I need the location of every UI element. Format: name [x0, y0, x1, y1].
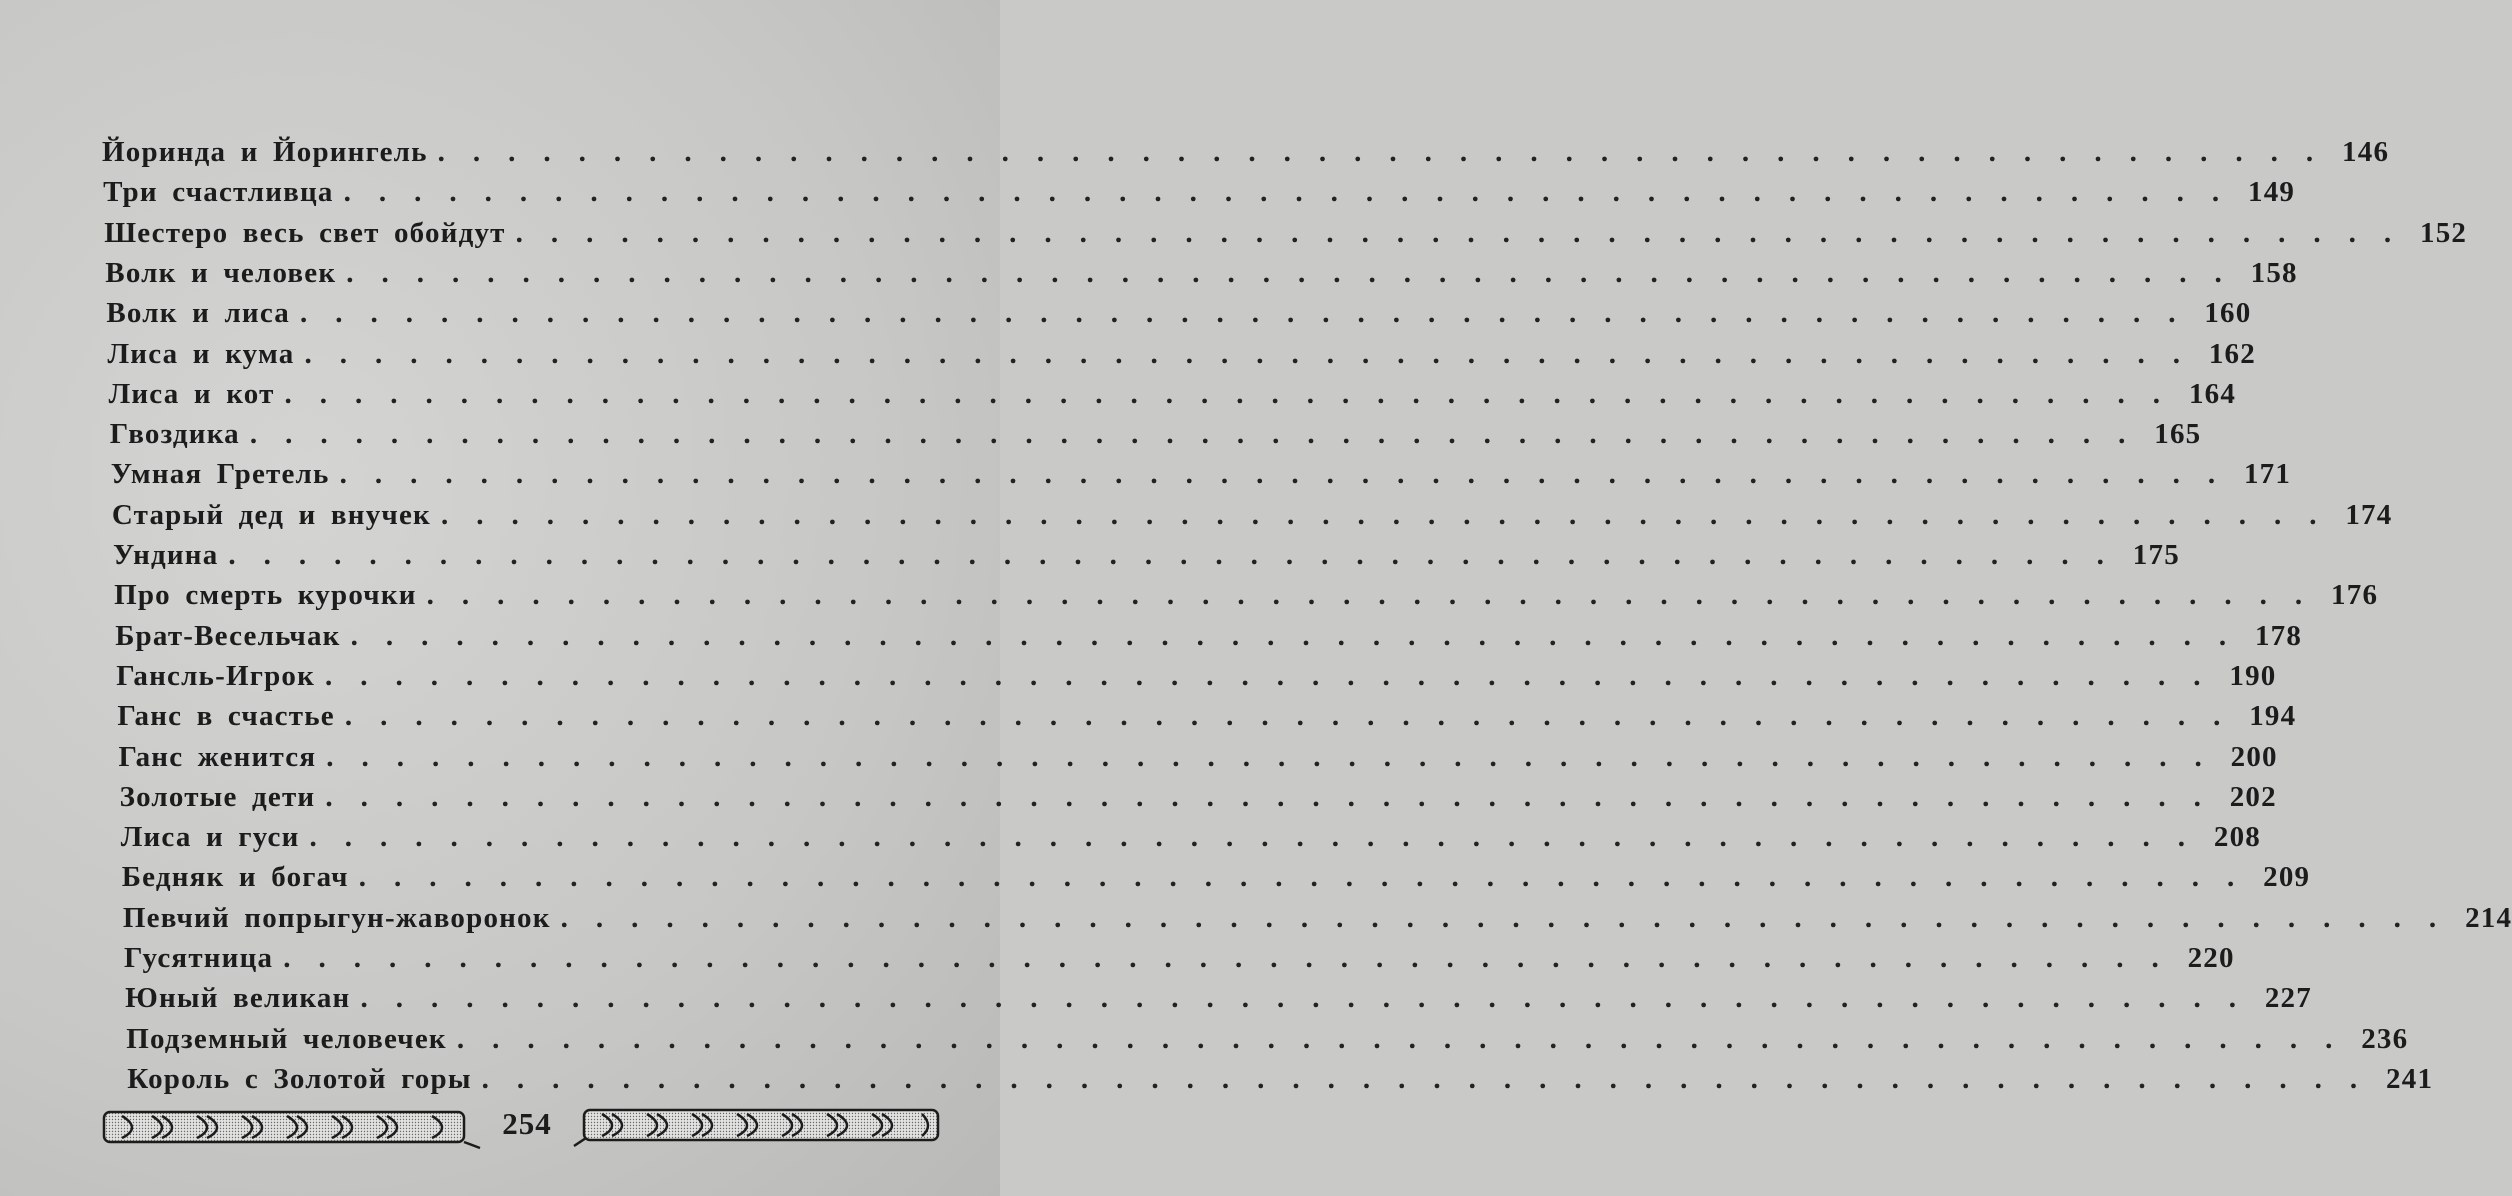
- toc-entry: [115, 619, 2303, 656]
- toc-entry-title: Шестеро весь свет обойдут: [104, 216, 506, 249]
- toc-entry-title: Подземный человечек: [126, 1022, 447, 1055]
- toc-entry-title: Ганс женится: [118, 740, 317, 773]
- toc-leader-dots: ......................................................: [346, 256, 2250, 289]
- toc-entry-page: 190: [2229, 659, 2277, 692]
- toc-entry-page: 202: [2229, 780, 2277, 813]
- toc-entry: [117, 700, 2297, 736]
- toc-entry-page: 214: [2465, 901, 2512, 934]
- braided-ornament-left: [102, 1106, 482, 1150]
- toc-entry-title: Гвоздика: [109, 418, 240, 451]
- toc-entry: [103, 176, 2296, 212]
- toc-leader-dots: ......................................................: [339, 458, 2244, 491]
- toc-entry: [124, 942, 2235, 978]
- toc-entry: [126, 1022, 2409, 1059]
- toc-entry: [121, 861, 2311, 897]
- toc-leader-dots: ......................................................: [228, 539, 2132, 571]
- toc-entry-title: Лиса и кума: [107, 337, 295, 370]
- toc-entry-title: Золотые дети: [119, 780, 316, 813]
- toc-entry-page: 227: [2264, 982, 2312, 1015]
- toc-entry-page: 165: [2154, 418, 2202, 451]
- toc-entry-title: Король с Золотой горы: [127, 1062, 472, 1095]
- toc-leader-dots: ......................................................: [309, 821, 2213, 854]
- toc-entry-page: 175: [2132, 539, 2180, 571]
- toc-entry-title: Лиса и кот: [108, 377, 275, 410]
- toc-leader-dots: ......................................................: [358, 861, 2263, 894]
- toc-entry: [109, 418, 2202, 454]
- toc-leader-dots: ......................................................: [325, 659, 2229, 692]
- toc-entry-title: Юный великан: [125, 982, 351, 1015]
- toc-entry-page: 241: [2386, 1062, 2434, 1095]
- toc-entry-title: Брат-Весельчак: [115, 619, 341, 652]
- toc-entry: [106, 297, 2252, 333]
- toc-entry: [110, 458, 2292, 494]
- toc-entry-title: Ганс в счастье: [117, 700, 335, 733]
- toc-leader-dots: ......................................................: [440, 498, 2345, 531]
- braided-ornament-right: [572, 1106, 942, 1150]
- toc-entry-title: Старый дед и внучек: [111, 498, 431, 531]
- toc-leader-dots: ......................................................: [360, 982, 2264, 1015]
- toc-entry: [119, 780, 2277, 817]
- toc-entry: [108, 377, 2237, 414]
- toc-entry: [120, 821, 2261, 857]
- toc-leader-dots: ......................................................: [326, 740, 2230, 773]
- toc-entry-page: 178: [2254, 619, 2303, 652]
- toc-entry: [105, 256, 2298, 293]
- toc-entry-page: 220: [2187, 942, 2235, 974]
- toc-entry-title: Три счастливца: [103, 176, 334, 209]
- toc-entry: [111, 498, 2393, 535]
- toc-entry-title: Умная Гретель: [110, 458, 330, 491]
- toc-entry-title: Йоринда и Йорингель: [102, 136, 428, 168]
- toc-leader-dots: ......................................................: [344, 700, 2249, 733]
- toc-leader-dots: ......................................................: [325, 780, 2229, 813]
- toc-entry-title: Бедняк и богач: [121, 861, 349, 894]
- toc-entry: [127, 1062, 2434, 1099]
- toc-entry-page: 174: [2345, 498, 2393, 531]
- toc-entry-title: Про смерть курочки: [114, 579, 417, 612]
- toc-entry-page: 208: [2213, 821, 2261, 854]
- toc-leader-dots: ......................................................: [481, 1062, 2386, 1095]
- toc-entry: [122, 901, 2512, 938]
- toc-leader-dots: ......................................................: [426, 579, 2331, 612]
- toc-entry-page: 194: [2249, 700, 2297, 733]
- toc-leader-dots: ......................................................: [437, 136, 2342, 168]
- toc-entry: [113, 539, 2180, 575]
- toc-entry-title: Гансль-Игрок: [116, 659, 316, 692]
- toc-leader-dots: ......................................................: [299, 297, 2204, 330]
- toc-entry-title: Ундина: [113, 539, 219, 571]
- toc-entry: [107, 337, 2256, 374]
- toc-entry: [104, 216, 2468, 253]
- toc-entry-page: 164: [2188, 377, 2237, 410]
- toc-entry-page: 158: [2250, 256, 2298, 289]
- toc-entry-title: Волк и лиса: [106, 297, 290, 330]
- toc-entry-page: 149: [2248, 176, 2296, 209]
- toc-entry-title: Лиса и гуси: [120, 821, 300, 854]
- toc-entry-page: 146: [2342, 136, 2390, 168]
- toc-entry: [102, 136, 2390, 172]
- toc-entry-page: 171: [2243, 458, 2292, 491]
- toc-leader-dots: ......................................................: [283, 942, 2187, 974]
- toc-leader-dots: ......................................................: [249, 418, 2154, 451]
- toc-entry-page: 162: [2208, 337, 2256, 370]
- toc-leader-dots: ......................................................: [350, 619, 2255, 652]
- toc-entry-title: Гусятница: [124, 942, 274, 974]
- page-footer: [96, 1098, 946, 1158]
- toc-leader-dots: ......................................................: [304, 337, 2208, 370]
- toc-leader-dots: ......................................................: [456, 1022, 2361, 1055]
- toc-leader-dots: ......................................................: [560, 901, 2465, 934]
- toc-entry-page: 176: [2331, 579, 2379, 612]
- toc-leader-dots: ......................................................: [515, 216, 2420, 249]
- toc-entry: [118, 740, 2278, 777]
- toc-entry-page: 160: [2204, 297, 2252, 330]
- toc-entry-page: 200: [2230, 740, 2278, 773]
- toc-entry: [114, 579, 2379, 615]
- toc-entry: [125, 982, 2312, 1018]
- toc-entry-page: 209: [2263, 861, 2311, 894]
- toc-entry-page: 236: [2361, 1022, 2409, 1055]
- toc-leader-dots: ......................................................: [284, 377, 2189, 410]
- toc-entry-page: 152: [2420, 216, 2468, 249]
- toc-entry-title: Певчий попрыгун-жаворонок: [122, 901, 551, 934]
- toc-entry: [116, 659, 2277, 696]
- toc-entry-title: Волк и человек: [105, 256, 337, 289]
- toc-leader-dots: ......................................................: [343, 176, 2248, 209]
- page-number: 254: [502, 1106, 552, 1141]
